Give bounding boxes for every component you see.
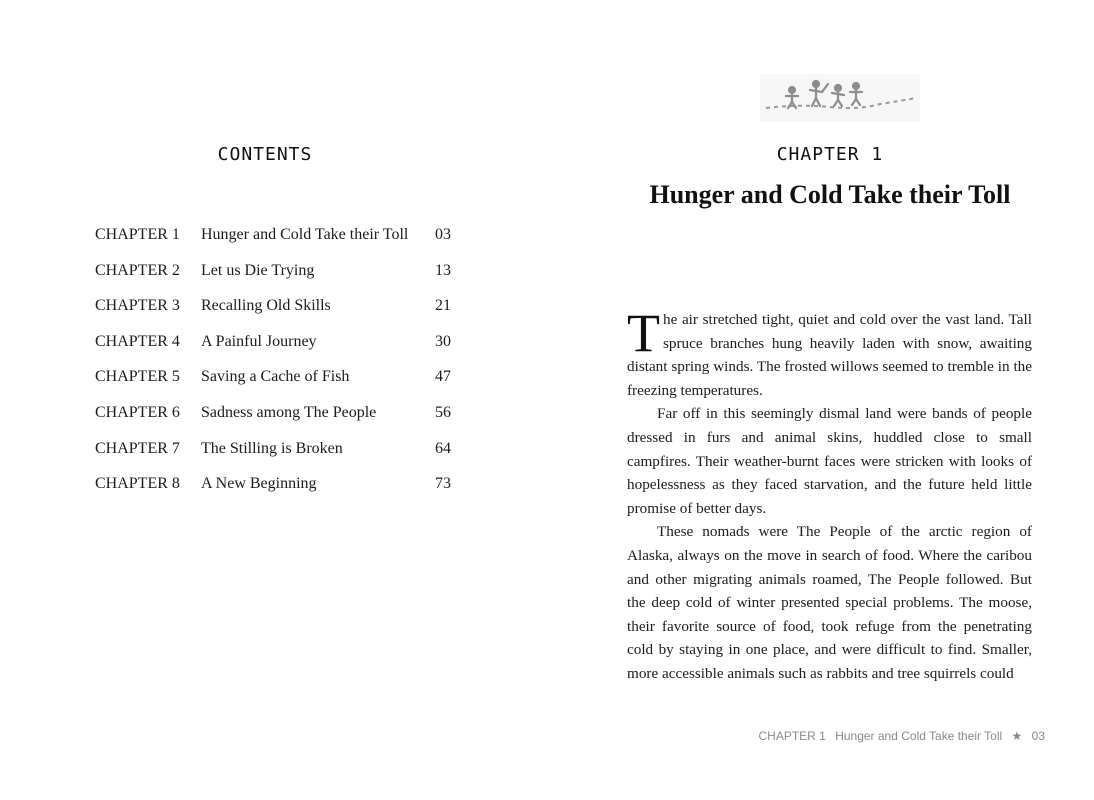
toc-page-number: 56 — [435, 403, 451, 421]
chapter-heading: Hunger and Cold Take their Toll — [649, 180, 1011, 209]
toc-chapter: CHAPTER 4 — [95, 332, 180, 350]
star-icon: ★ — [1011, 729, 1023, 743]
toc-row[interactable] — [95, 224, 465, 260]
toc-chapter: CHAPTER 2 — [95, 261, 180, 279]
toc-chapter: CHAPTER 5 — [95, 368, 180, 386]
toc-row[interactable] — [95, 473, 465, 509]
toc-page-number: 21 — [435, 297, 451, 315]
footer-title: Hunger and Cold Take their Toll — [835, 729, 1003, 743]
toc-page-number: 64 — [435, 439, 451, 457]
toc-chapter: CHAPTER 6 — [95, 403, 180, 421]
toc-row[interactable] — [95, 438, 465, 474]
chapter-label: CHAPTER 1 — [776, 144, 884, 165]
hunters-ornament-icon — [760, 74, 920, 127]
toc-chapter: CHAPTER 8 — [95, 475, 180, 493]
table-of-contents — [95, 224, 465, 509]
toc-page-number: 73 — [435, 475, 451, 493]
toc-row[interactable] — [95, 331, 465, 367]
toc-page-number: 47 — [435, 368, 451, 386]
toc-title: A New Beginning — [201, 475, 317, 493]
toc-title: Recalling Old Skills — [201, 297, 331, 315]
toc-page-number: 03 — [435, 226, 451, 243]
paragraph: Far off in this seemingly dismal land were bands of people dressed in furs and animal skins, huddled close to small campfires. Their weather-burnt faces were stricken with looks of hopelessness as they faced starvation, and the future held little promise of better days. — [627, 405, 1032, 517]
toc-row[interactable] — [95, 295, 465, 331]
toc-chapter: CHAPTER 1 — [95, 226, 180, 243]
toc-row[interactable] — [95, 402, 465, 438]
toc-title: The Stilling is Broken — [201, 439, 343, 457]
toc-title: Let us Die Trying — [201, 261, 315, 279]
toc-chapter: CHAPTER 7 — [95, 439, 180, 457]
chapter-body — [627, 303, 1032, 686]
toc-title: Sadness among The People — [201, 403, 377, 421]
toc-row[interactable] — [95, 366, 465, 402]
toc-title: A Painful Journey — [201, 332, 317, 350]
footer-chapter: CHAPTER 1 — [758, 729, 826, 743]
toc-page-number: 30 — [435, 332, 451, 350]
toc-chapter: CHAPTER 3 — [95, 297, 180, 315]
toc-title: Hunger and Cold Take their Toll — [201, 226, 409, 243]
drop-cap: T — [627, 303, 660, 363]
toc-title: Saving a Cache of Fish — [201, 368, 350, 386]
contents-title: CONTENTS — [217, 144, 313, 165]
paragraph: These nomads were The People of the arctic region of Alaska, always on the move in search of food. Where the caribou and other migrating animals roamed, The People followed. But the deep cold of winter presented special problems. The moose, their favorite source of food, took refuge from the penetrating cold by staying in one place, and were difficult to find. Smaller, more accessible animals such as rabbits and tree squirrels could — [627, 523, 1032, 682]
paragraph — [627, 303, 1032, 402]
running-footer — [700, 729, 1045, 743]
toc-row[interactable] — [95, 260, 465, 296]
footer-page-number: 03 — [1031, 729, 1045, 743]
toc-page-number: 13 — [435, 261, 451, 279]
paragraph-text: he air stretched tight, quiet and cold over the vast land. Tall spruce branches hung heavily laden with snow, awaiting distant spring winds. The frosted willows seemed to tremble in the freezing temperatures. — [627, 311, 1032, 399]
